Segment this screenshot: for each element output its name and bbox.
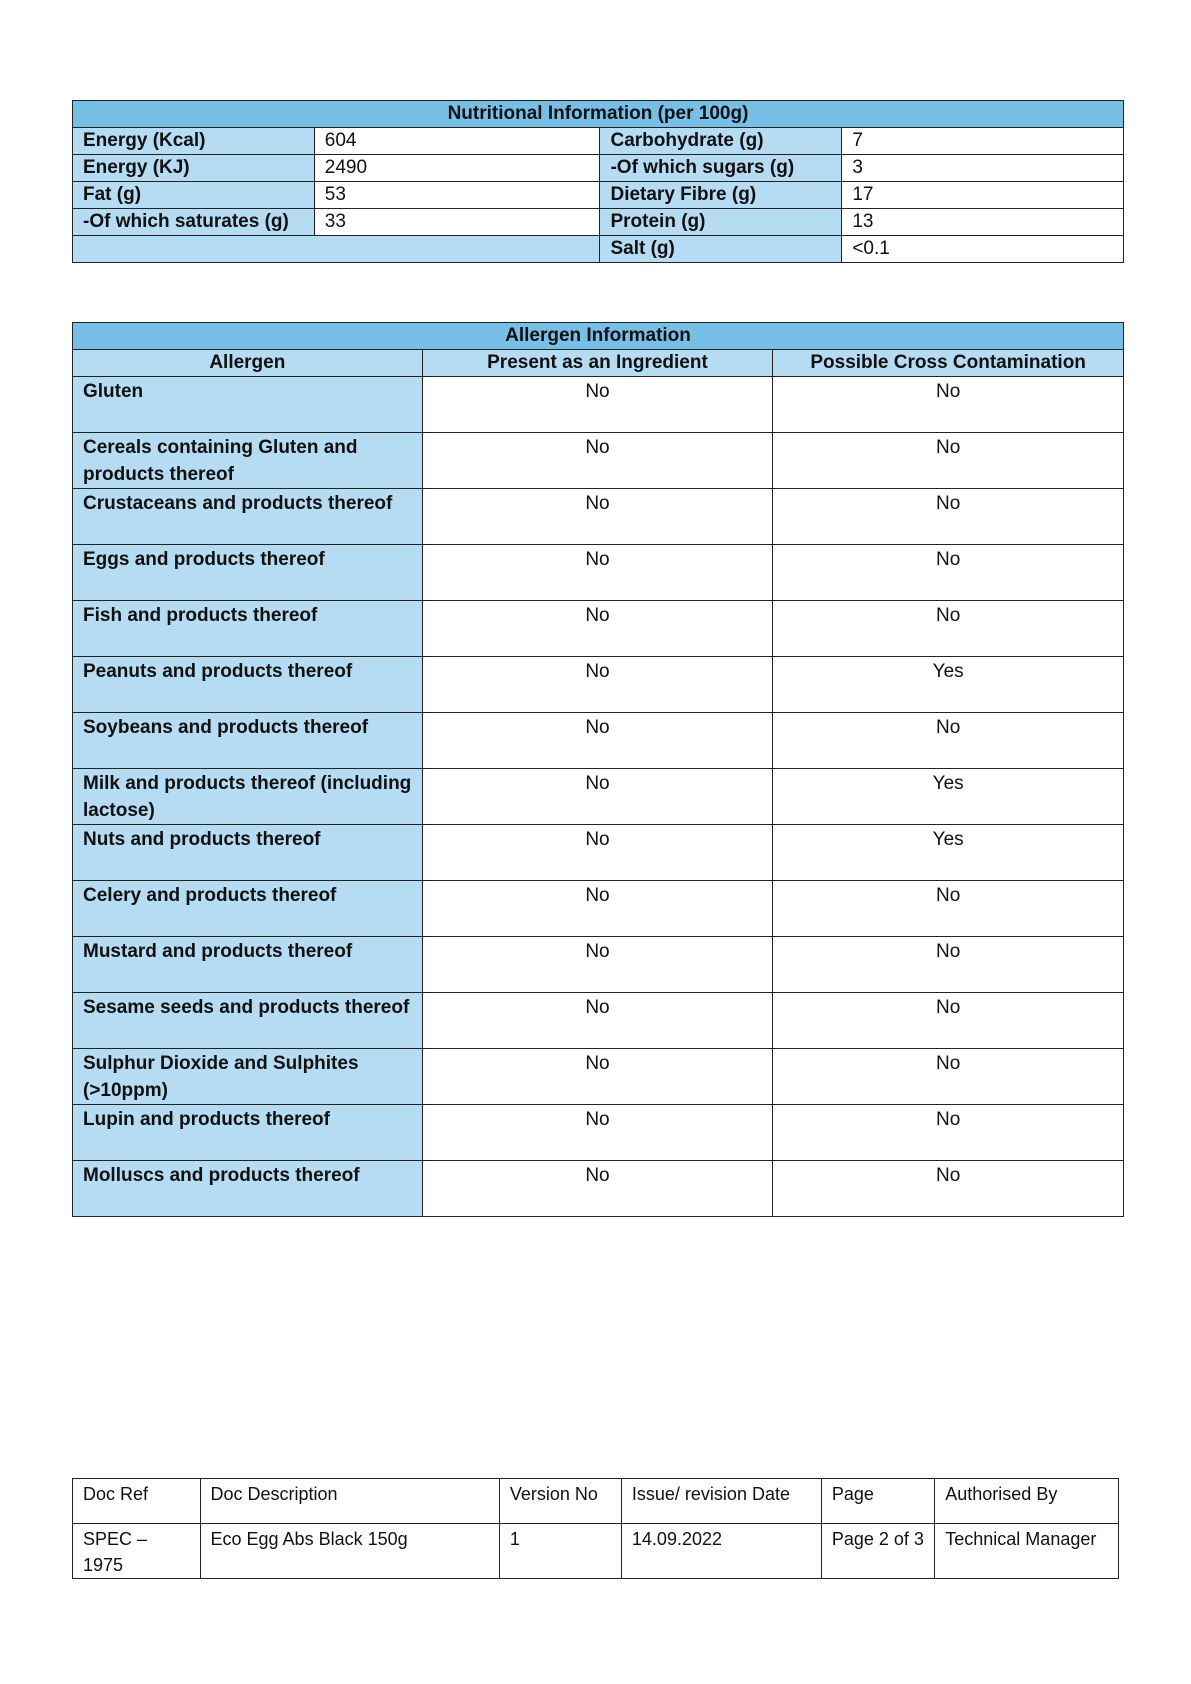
allergen-present-value: No bbox=[422, 545, 773, 601]
allergen-row bbox=[73, 825, 1124, 881]
nutrition-value: 604 bbox=[314, 128, 600, 155]
allergen-cross-value: No bbox=[773, 881, 1124, 937]
allergen-cross-value: No bbox=[773, 713, 1124, 769]
allergen-name: Lupin and products thereof bbox=[73, 1105, 423, 1161]
allergen-cross-value: Yes bbox=[773, 769, 1124, 825]
present-col-header: Present as an Ingredient bbox=[422, 350, 773, 377]
nutrition-label: Salt (g) bbox=[600, 236, 842, 263]
allergen-present-value: No bbox=[422, 601, 773, 657]
allergen-name: Sesame seeds and products thereof bbox=[73, 993, 423, 1049]
nutrition-value: 53 bbox=[314, 182, 600, 209]
allergen-cross-value: No bbox=[773, 1049, 1124, 1105]
footer-header-authorised: Authorised By bbox=[935, 1479, 1119, 1524]
allergen-present-value: No bbox=[422, 377, 773, 433]
nutrition-empty-cell bbox=[73, 236, 600, 263]
allergen-name: Celery and products thereof bbox=[73, 881, 423, 937]
allergen-cross-value: No bbox=[773, 937, 1124, 993]
allergen-col-header: Allergen bbox=[73, 350, 423, 377]
nutrition-label: Energy (KJ) bbox=[73, 155, 315, 182]
allergen-name: Mustard and products thereof bbox=[73, 937, 423, 993]
nutrition-title: Nutritional Information (per 100g) bbox=[73, 101, 1124, 128]
allergen-cross-value: No bbox=[773, 433, 1124, 489]
allergen-present-value: No bbox=[422, 1161, 773, 1217]
allergen-cross-value: Yes bbox=[773, 825, 1124, 881]
allergen-row bbox=[73, 489, 1124, 545]
allergen-present-value: No bbox=[422, 881, 773, 937]
allergen-name: Gluten bbox=[73, 377, 423, 433]
allergen-name: Cereals containing Gluten and products thereof bbox=[73, 433, 423, 489]
nutrition-value: <0.1 bbox=[842, 236, 1124, 263]
nutrition-row bbox=[73, 236, 1124, 263]
allergen-row bbox=[73, 657, 1124, 713]
footer-header-doc-ref: Doc Ref bbox=[73, 1479, 201, 1524]
allergen-cross-value: No bbox=[773, 489, 1124, 545]
allergen-row bbox=[73, 377, 1124, 433]
footer-header-date: Issue/ revision Date bbox=[621, 1479, 821, 1524]
allergen-cross-value: No bbox=[773, 545, 1124, 601]
allergen-present-value: No bbox=[422, 713, 773, 769]
allergen-row bbox=[73, 1049, 1124, 1105]
footer-page: Page 2 of 3 bbox=[821, 1524, 934, 1579]
cross-col-header: Possible Cross Contamination bbox=[773, 350, 1124, 377]
allergen-cross-value: Yes bbox=[773, 657, 1124, 713]
footer-value-row bbox=[73, 1524, 1119, 1579]
allergen-name: Nuts and products thereof bbox=[73, 825, 423, 881]
allergen-present-value: No bbox=[422, 937, 773, 993]
allergen-row bbox=[73, 993, 1124, 1049]
nutrition-label: Energy (Kcal) bbox=[73, 128, 315, 155]
nutrition-label: Fat (g) bbox=[73, 182, 315, 209]
allergen-present-value: No bbox=[422, 489, 773, 545]
nutrition-label: -Of which sugars (g) bbox=[600, 155, 842, 182]
nutrition-row bbox=[73, 209, 1124, 236]
allergen-cross-value: No bbox=[773, 1105, 1124, 1161]
allergen-name: Soybeans and products thereof bbox=[73, 713, 423, 769]
allergen-row bbox=[73, 937, 1124, 993]
allergen-name: Milk and products thereof (including lactose) bbox=[73, 769, 423, 825]
nutrition-value: 3 bbox=[842, 155, 1124, 182]
allergen-title: Allergen Information bbox=[73, 323, 1124, 350]
allergen-present-value: No bbox=[422, 433, 773, 489]
footer-authorised: Technical Manager bbox=[935, 1524, 1119, 1579]
nutrition-value: 2490 bbox=[314, 155, 600, 182]
allergen-cross-value: No bbox=[773, 993, 1124, 1049]
nutrition-table bbox=[72, 100, 1124, 263]
nutrition-label: -Of which saturates (g) bbox=[73, 209, 315, 236]
nutrition-value: 17 bbox=[842, 182, 1124, 209]
footer-header-doc-description: Doc Description bbox=[200, 1479, 499, 1524]
nutrition-row bbox=[73, 128, 1124, 155]
allergen-table bbox=[72, 322, 1124, 1217]
doc-footer-table bbox=[72, 1478, 1119, 1579]
allergen-present-value: No bbox=[422, 769, 773, 825]
allergen-present-value: No bbox=[422, 993, 773, 1049]
allergen-name: Crustaceans and products thereof bbox=[73, 489, 423, 545]
footer-header-page: Page bbox=[821, 1479, 934, 1524]
allergen-present-value: No bbox=[422, 1049, 773, 1105]
nutrition-value: 7 bbox=[842, 128, 1124, 155]
nutrition-label: Protein (g) bbox=[600, 209, 842, 236]
nutrition-value: 33 bbox=[314, 209, 600, 236]
allergen-row bbox=[73, 769, 1124, 825]
nutrition-value: 13 bbox=[842, 209, 1124, 236]
allergen-cross-value: No bbox=[773, 601, 1124, 657]
footer-doc-ref: SPEC – 1975 bbox=[73, 1524, 201, 1579]
footer-header-row bbox=[73, 1479, 1119, 1524]
footer-doc-description: Eco Egg Abs Black 150g bbox=[200, 1524, 499, 1579]
allergen-row bbox=[73, 881, 1124, 937]
nutrition-row bbox=[73, 182, 1124, 209]
allergen-row bbox=[73, 713, 1124, 769]
allergen-row bbox=[73, 545, 1124, 601]
footer-header-version: Version No bbox=[499, 1479, 621, 1524]
allergen-present-value: No bbox=[422, 825, 773, 881]
allergen-present-value: No bbox=[422, 1105, 773, 1161]
allergen-name: Peanuts and products thereof bbox=[73, 657, 423, 713]
allergen-row bbox=[73, 1105, 1124, 1161]
allergen-row bbox=[73, 1161, 1124, 1217]
allergen-row bbox=[73, 601, 1124, 657]
allergen-present-value: No bbox=[422, 657, 773, 713]
footer-version: 1 bbox=[499, 1524, 621, 1579]
allergen-name: Eggs and products thereof bbox=[73, 545, 423, 601]
nutrition-label: Dietary Fibre (g) bbox=[600, 182, 842, 209]
allergen-name: Fish and products thereof bbox=[73, 601, 423, 657]
allergen-cross-value: No bbox=[773, 377, 1124, 433]
allergen-row bbox=[73, 433, 1124, 489]
nutrition-row bbox=[73, 155, 1124, 182]
nutrition-label: Carbohydrate (g) bbox=[600, 128, 842, 155]
allergen-name: Molluscs and products thereof bbox=[73, 1161, 423, 1217]
allergen-name: Sulphur Dioxide and Sulphites (>10ppm) bbox=[73, 1049, 423, 1105]
allergen-cross-value: No bbox=[773, 1161, 1124, 1217]
footer-date: 14.09.2022 bbox=[621, 1524, 821, 1579]
